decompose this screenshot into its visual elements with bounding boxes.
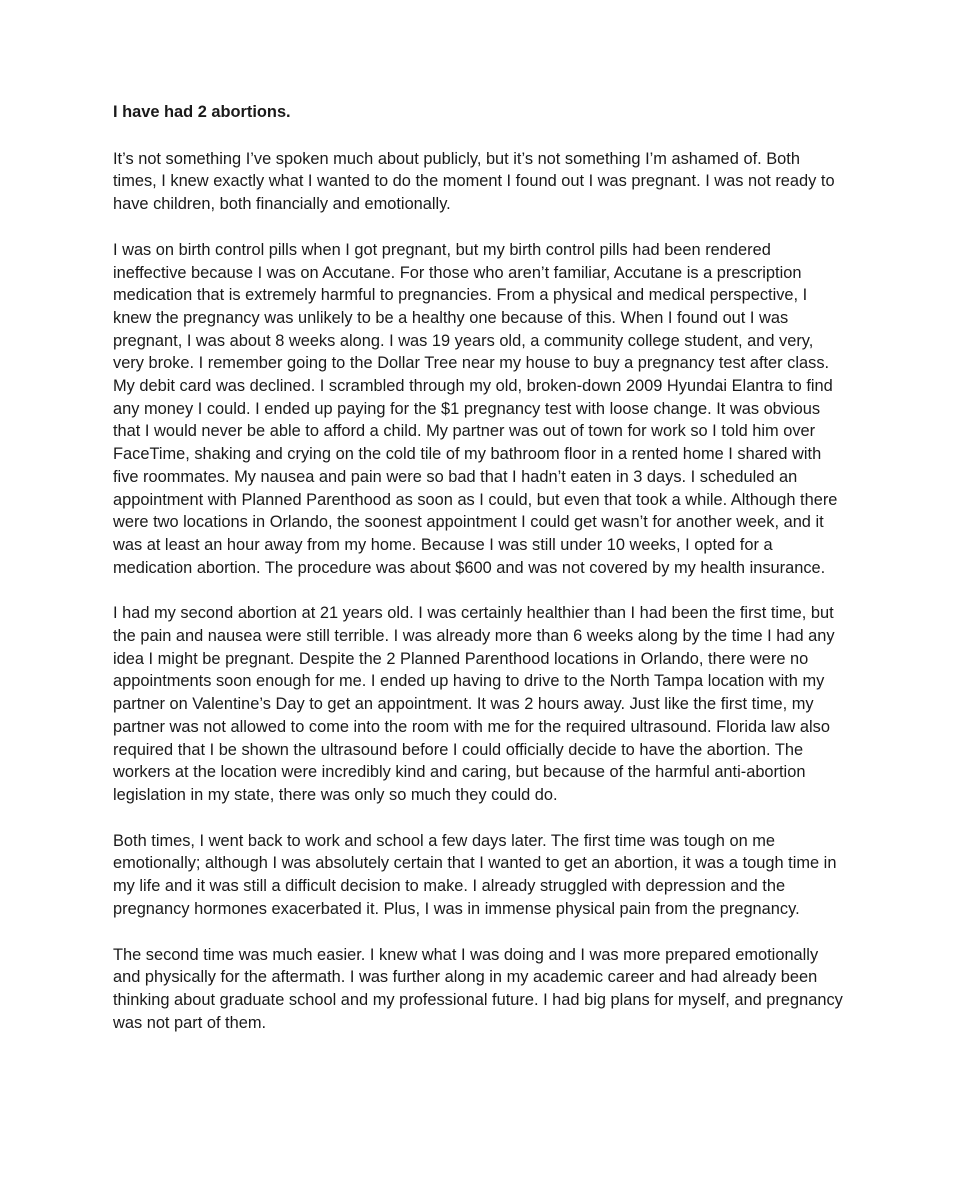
document-page [113,101,848,1057]
document-title: I have had 2 abortions. [113,103,291,121]
paragraph-1: It’s not something I’ve spoken much about publicly, but it’s not something I’m ashamed of. Both times, I knew exactly what I wanted to do the moment I found out I was pregnant. I was not ready to have children, both financially and emotionally. [113,149,835,214]
paragraph-5: The second time was much easier. I knew what I was doing and I was more prepared emotionally and physically for the aftermath. I was further along in my academic career and had already been thinking about graduate school and my professional future. I had big plans for myself, and pregnancy was not part of them. [113,945,843,1032]
paragraph-4: Both times, I went back to work and school a few days later. The first time was tough on me emotionally; although I was absolutely certain that I wanted to get an abortion, it was a tough time in my life and it was still a difficult decision to make. I already struggled with depression and the pregnancy hormones exacerbated it. Plus, I was in immense physical pain from the pregnancy. [113,831,837,918]
paragraph-3: I had my second abortion at 21 years old. I was certainly healthier than I had been the first time, but the pain and nausea were still terrible. I was already more than 6 weeks along by the time I had any idea I might be pregnant. Despite the 2 Planned Parenthood locations in Orlando, there were no appointments soon enough for me. I ended up having to drive to the North Tampa location with my partner on Valentine’s Day to get an appointment. It was 2 hours away. Just like the first time, my partner was not allowed to come into the room with me for the required ultrasound. Florida law also required that I be shown the ultrasound before I could officially decide to have the abortion. The workers at the location were incredibly kind and caring, but because of the harmful anti-abortion legislation in my state, there was only so much they could do. [113,604,835,804]
paragraph-2: I was on birth control pills when I got pregnant, but my birth control pills had been rendered ineffective because I was on Accutane. For those who aren’t familiar, Accutane is a prescription medication that is extremely harmful to pregnancies. From a physical and medical perspective, I knew the pregnancy was unlikely to be a healthy one because of this. When I found out I was pregnant, I was about 8 weeks along. I was 19 years old, a community college student, and very, very broke. I remember going to the Dollar Tree near my house to buy a pregnancy test after class. My debit card was declined. I scrambled through my old, broken-down 2009 Hyundai Elantra to find any money I could. I ended up paying for the $1 pregnancy test with loose change. It was obvious that I would never be able to afford a child. My partner was out of town for work so I told him over FaceTime, shaking and crying on the cold tile of my bathroom floor in a rented home I shared with five roommates. My nausea and pain were so bad that I hadn’t eaten in 3 days. I scheduled an appointment with Planned Parenthood as soon as I could, but even that took a while. Although there were two locations in Orlando, the soonest appointment I could get wasn’t for another week, and it was at least an hour away from my home. Because I was still under 10 weeks, I opted for a medication abortion. The procedure was about $600 and was not covered by my health insurance. [113,240,838,577]
